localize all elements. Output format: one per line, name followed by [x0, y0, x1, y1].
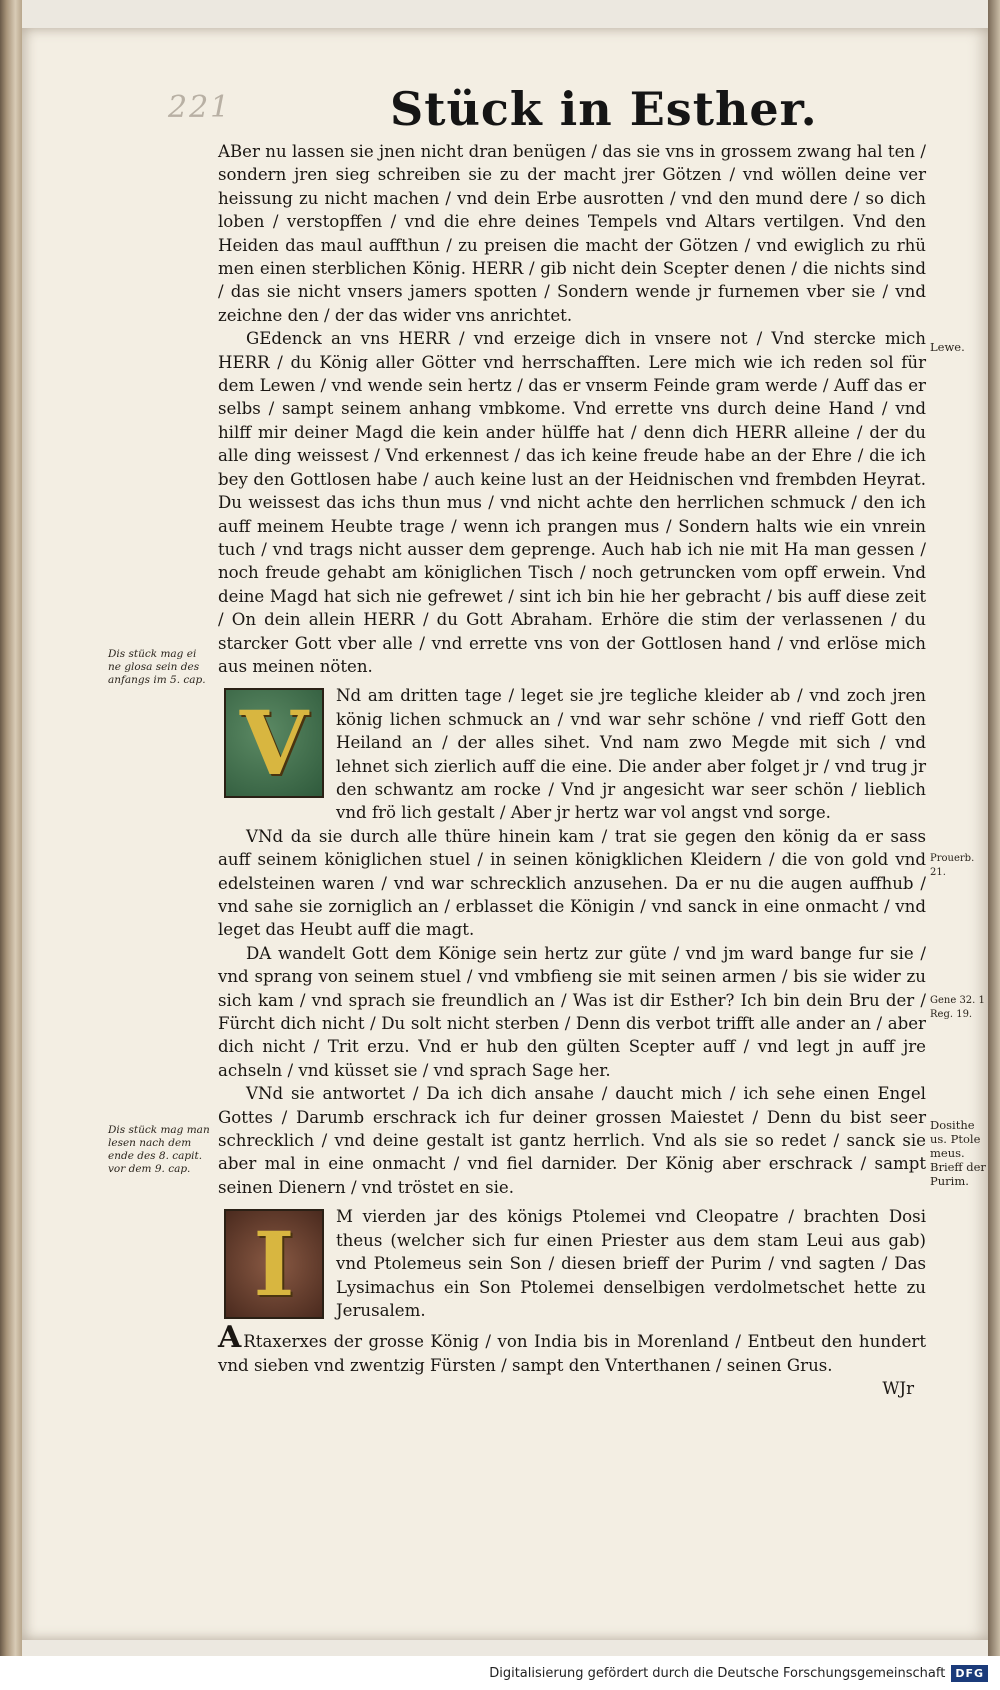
margin-note-prouerb: Prouerb. 21. — [930, 853, 975, 878]
paragraph-8-text: Rtaxerxes der grosse König / von India bis in Morenland / Entbeut den hundert vnd sieben vnd zwentzig Fürsten / sampt den Vnterthanen / seinen Grus. — [218, 1332, 926, 1375]
paragraph-6: VNd sie antwortet / Da ich dich ansahe / daucht mich / ich sehe einen Engel Gottes / Darumb erschrack ich fur deiner grossen Maiestet / Denn du bist seer schrecklich / vnd deine gestalt ist gantz herrlich. Vnd als sie so redet / sanck sie aber mal in eine onmacht / vnd fiel darnider. Der König aber erschrack / sampt seinen Dienern / vnd tröstet en sie. — [218, 1084, 926, 1197]
initial-a: A — [218, 1320, 242, 1356]
footer-text: Digitalisierung gefördert durch die Deutsche Forschungsgemeinschaft — [489, 1665, 946, 1681]
margin-note-left-2: Dis stück mag man lesen nach dem ende des 8. capit. vor dem 9. cap. — [108, 1124, 210, 1175]
dfg-logo: DFG — [951, 1665, 988, 1682]
margin-note-gene: Gene 32. 1 Reg. 19. — [930, 995, 985, 1020]
digitization-footer — [0, 1656, 1000, 1690]
body-text — [218, 140, 926, 1401]
page-right-edge — [988, 0, 1000, 1660]
paragraph-4: VNd da sie durch alle thüre hinein kam / trat sie gegen den könig da er sass auff seinem königlichen stuel / in seinen königklichen Kleidern / die von gold vnd edelsteinen waren / vnd war schrecklich anzusehen. Da er nu die augen auffhub / vnd sahe sie zorniglich an / erblasset die Königin / vnd sanck in eine onmacht / vnd leget das Heubt auff die magt. — [218, 826, 926, 940]
margin-note-left-1: Dis stück mag ei ne glosa sein des anfangs im 5. cap. — [108, 648, 206, 686]
dropcap-i-initial: I — [224, 1209, 324, 1319]
margin-note-dosithe: Dosithe us. Ptole meus. Brieff der Purim. — [930, 1118, 986, 1188]
dropcap-block-v — [218, 684, 926, 824]
paragraph-1: ABer nu lassen sie jnen nicht dran benügen / das sie vns in grossem zwang hal ten / sondern jren sieg schreiben sie zu der macht jrer Götzen / vnd wöllen deine ver heissung zu nicht machen / vnd dein Erbe ausrotten / vnd den mund dere / so dich loben / verstopffen / vnd die ehre deines Tempels vnd Altars vertilgen. Vnd den Heiden das maul auffthun / zu preisen die macht der Götzen / vnd ewiglich zu rhü men einen sterblichen König. HERR / gib nicht dein Scepter denen / die nichts sind / das sie nicht vnsers jamers spotten / Sondern wende jr furnemen vber sie / vnd zeichne den / der das wider vns anrichtet. — [218, 142, 926, 325]
paragraph-5: DA wandelt Gott dem Könige sein hertz zur güte / vnd jm ward bange fur sie / vnd sprang von seinem stuel / vnd vmbfieng sie mit seinen armen / bis sie wider zu sich kam / vnd sprach sie freundlich an / Was ist dir Esther? Ich bin dein Bru der / Fürcht dich nicht / Du solt nicht sterben / Denn dis verbot trifft alle ander an / aber dich nicht / Trit erzu. Vnd er hub den gülten Scepter auff / vnd legt jn auff jre achseln / vnd küsset sie / vnd sprach Sage her. — [218, 943, 926, 1080]
paragraph-3: Nd am dritten tage / leget sie jre tegliche kleider ab / vnd zoch jren könig lichen schmuck an / vnd war sehr schöne / vnd rieff Gott den Heiland an / der alles sihet. Vnd nam zwo Megde mit sich / vnd lehnet sich zierlich auff die eine. Die ander aber folget jr / vnd trug jr den schwantz am rocke / Vnd jr angesicht war seer schön / lieblich vnd frö lich gestalt / Aber jr hertz war vol angst vnd sorge. — [336, 686, 926, 823]
margin-note-lewe: Lewe. — [930, 340, 965, 354]
paragraph-7: M vierden jar des königs Ptolemei vnd Cleopatre / brachten Dosi theus (welcher sich fur einen Priester aus dem stam Leui aus gab) vnd Ptolemeus sein Son / diesen brieff der Purim / vnd sagten / Das Lysimachus ein Son Ptolemei denselbigen verdolmetschet hette zu Jerusalem. — [336, 1207, 926, 1320]
book-edge — [0, 0, 22, 1690]
dropcap-block-i — [218, 1205, 926, 1322]
running-head: Stück in Esther. — [390, 82, 818, 136]
paragraph-2: GEdenck an vns HERR / vnd erzeige dich in vnsere not / Vnd stercke mich HERR / du König aller Götter vnd herrschafften. Lere mich wie ich reden sol für dem Lewen / vnd wende sein hertz / das er vnserm Feinde gram werde / Auff das er selbs / sampt seinem anhang vmbkome. Vnd errette vns durch deine Hand / vnd hilff mir deiner Magd die kein ander hülffe hat / denn dich HERR alleine / der du alle ding weissest / Vnd erkennest / das ich keine freude habe an der Ehre / die ich bey den Gottlosen habe / auch keine lust an der Heidnischen vnd frembden Heyrat. Du weissest das ichs thun mus / vnd nicht achte den herrlichen schmuck / den ich auff meinem Heubte trage / wenn ich prangen mus / Sondern halts wie ein vnrein tuch / vnd trags nicht ausser dem geprenge. Auch hab ich nie mit Ha man gessen / noch freude gehabt am königlichen Tisch / noch getruncken vom opff erwein. Vnd deine Magd hat sich nie gefrewet / sint ich bin hie her gebracht / bis auff diese zeit / On dein allein HERR / du Gott Abraham. Erhöre die stim der verlassenen / du starcker Gott vber alle / vnd errette vns von der Gottlosen hand / vnd erlöse mich aus meinen nöten. — [218, 329, 926, 676]
catchword: WJr — [882, 1379, 914, 1399]
paragraph-8 — [218, 1320, 926, 1377]
folio-number: 221 — [168, 90, 232, 125]
dropcap-v-initial: V — [224, 688, 324, 798]
